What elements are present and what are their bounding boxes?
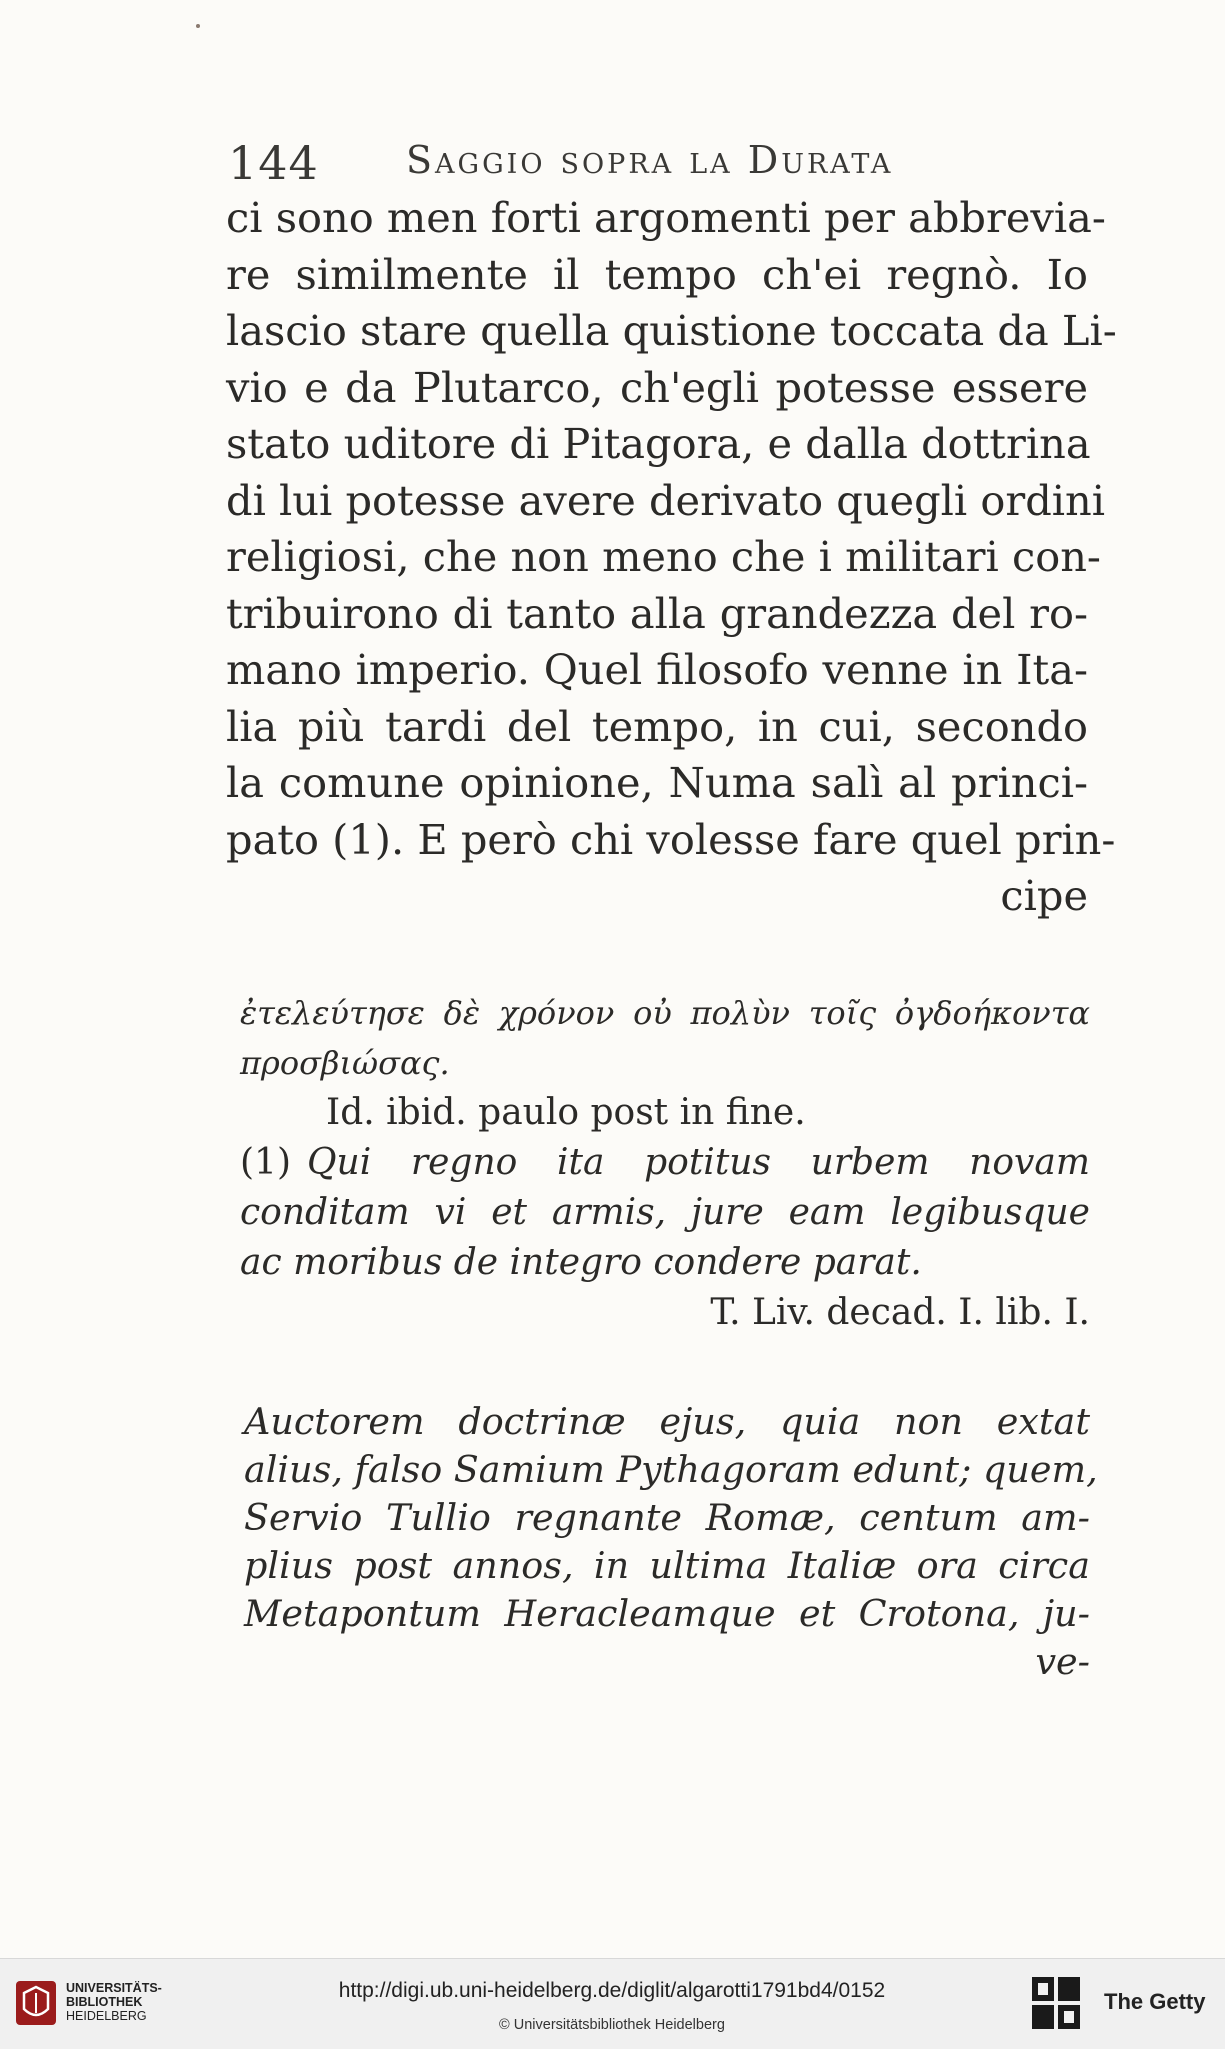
page-speck: [196, 24, 200, 28]
footnote-line: [240, 1138, 1090, 1188]
citation: Id. ibid. paulo post in fine.: [326, 1092, 806, 1133]
body-line: pato (1). E però chi volesse fare quel prin-: [226, 814, 1116, 864]
page-number: 144: [228, 136, 319, 190]
body-line: mano imperio. Quel filosofo venne in Ita-: [226, 645, 1088, 694]
footnote-text: Qui regno ita potitus urbem novam: [307, 1142, 1090, 1183]
latin-quote: [244, 1398, 1098, 1686]
permalink: [282, 1979, 942, 2003]
quote-catchword: ve-: [1035, 1640, 1090, 1683]
footnote-marker: (1): [240, 1142, 291, 1183]
footnote-line: ac moribus de integro condere parat.: [240, 1242, 922, 1283]
body-line: vio e da Plutarco, ch'egli potesse essere: [226, 362, 1088, 412]
footnotes: [240, 988, 1090, 1338]
library-name: [66, 1981, 162, 2023]
body-line: di lui potesse avere derivato quegli ordini: [226, 475, 1106, 525]
quote-line: plius post annos, in ultima Italiæ ora circa: [244, 1544, 1090, 1587]
quote-line: Metapontum Heracleamque et Crotona, ju-: [244, 1592, 1090, 1635]
viewer-footer: [0, 1958, 1225, 2049]
quote-line: Servio Tullio regnante Romæ, centum am-: [244, 1496, 1090, 1539]
catchword: cipe: [1000, 871, 1088, 920]
quote-line: alius, falso Samium Pythagoram edunt; quem,: [244, 1448, 1098, 1491]
body-line: religiosi, che non meno che i militari con-: [226, 532, 1101, 581]
quote-line: Auctorem doctrinæ ejus, quia non extat: [244, 1400, 1090, 1443]
citation: T. Liv. decad. I. lib. I.: [710, 1292, 1090, 1333]
getty-logo-icon: [1030, 1975, 1082, 2031]
permalink-link[interactable]: http://digi.ub.uni-heidelberg.de/diglit/algarotti1791bd4/0152: [338, 1979, 886, 2002]
body-line: ci sono men forti argomenti per abbrevia-: [226, 193, 1106, 242]
running-title: Saggio sopra la Durata: [406, 138, 894, 182]
university-seal-icon: [14, 1979, 58, 2027]
library-name-line: HEIDELBERG: [66, 2009, 147, 2023]
body-line: la comune opinione, Numa salì al princi-: [226, 758, 1088, 807]
greek-quote-line: προσβιώσας.: [240, 1044, 450, 1082]
body-line: lia più tardi del tempo, in cui, secondo: [226, 701, 1088, 751]
copyright: © Universitätsbibliothek Heidelberg: [499, 2017, 725, 2033]
body-line: lascio stare quella quistione toccata da Li-: [226, 306, 1117, 355]
footnote-line: conditam vi et armis, jure eam legibusque: [240, 1192, 1090, 1233]
greek-quote-line: ἐτελεύτησε δὲ χρόνον οὐ πολὺν τοῖς ὀγδοήκοντα: [240, 994, 1090, 1032]
running-head: [228, 130, 1088, 190]
body-line: tribuirono di tanto alla grandezza del ro-: [226, 588, 1088, 638]
library-name-line: BIBLIOTHEK: [66, 1995, 143, 2009]
body-line: re similmente il tempo ch'ei regnò. Io: [226, 249, 1088, 299]
getty-label: The Getty: [1104, 1989, 1206, 2014]
body-text: [226, 190, 1117, 925]
body-line: stato uditore di Pitagora, e dalla dottrina: [226, 419, 1091, 468]
library-name-line: UNIVERSITÄTS-: [66, 1981, 162, 1995]
